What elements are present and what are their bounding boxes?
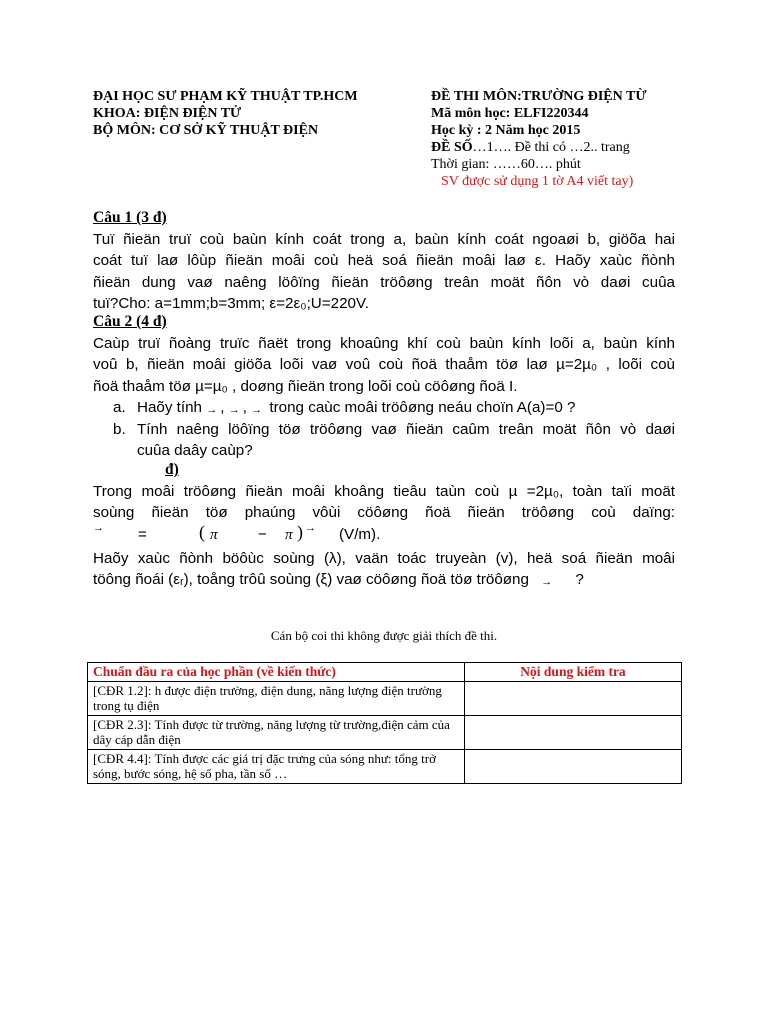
exam-time: Thời gian: ……60…. phút [431, 157, 581, 172]
question-2 [93, 311, 675, 462]
question-2-line: voû b, ñieän moâi giöõa loõi vaø voû coù ñoä thaåm töø laø µ=2µ₀ , loõi coù [93, 356, 675, 373]
question-1-line: tuï?Cho: a=1mm;b=3mm; ε=2ε₀;U=220V. [93, 295, 369, 312]
question-3-line: Haõy xaùc ñònh böôùc soùng (λ), vaän toác truyeàn (v), heä soá ñieän moâi [93, 549, 675, 567]
learning-outcomes-table [87, 662, 682, 784]
university-name: ĐẠI HỌC SƯ PHẠM KỸ THUẬT TP.HCM [93, 89, 358, 104]
formula-paren-open: ( [199, 521, 205, 542]
exam-title: ĐỀ THI MÔN:TRƯỜNG ĐIỆN TỪ [431, 89, 647, 104]
item-a-label: a. [113, 399, 126, 416]
exam-header [431, 88, 761, 190]
question-3-line-last [93, 569, 675, 591]
item-b-line: cuûa daây caùp? [137, 442, 253, 459]
faculty-name: KHOA: ĐIỆN ĐIỆN TỬ [93, 106, 242, 121]
formula-pi: π [285, 525, 293, 543]
table-row [88, 681, 682, 715]
question-1-title: Câu 1 (3 đ) [93, 209, 167, 226]
table-cell: [CĐR 1.2]: h được điện trường, điện dung, năng lượng điện trường trong tụ điện [88, 681, 465, 715]
question-1-line: coát tuï laø lôùp ñieän moâi coù heä soá ñieän moâi laø ε. Haõy xaùc ñònh [93, 252, 675, 269]
question-1-line: ñieän dung vaø naêng löôïng ñieän tröôøng treân moät ñôn vò daøi cuûa [93, 273, 675, 291]
table-row [88, 749, 682, 783]
exam-number [431, 139, 761, 156]
table-cell: [CĐR 2.3]: Tính được từ trường, năng lượng từ trường,điện cảm của dây cáp dẫn điện [88, 715, 465, 749]
question-3 [93, 459, 675, 591]
item-b-label: b. [113, 420, 126, 438]
question-2-title: Câu 2 (4 đ) [93, 313, 167, 330]
item-b-line: Tính naêng löôïng töø tröôøng vaø ñieän caûm treân moät ñôn vò daøi [137, 420, 675, 438]
question-3-line: soùng ñieän töø phaúng vôùi cöôøng ñoä ñieän tröôøng coù daïng: [93, 504, 675, 521]
formula-pi: π [210, 525, 218, 543]
table-cell [465, 681, 682, 715]
item-a-end: trong caùc moâi tröôøng neáu choïn A(a)=0 ? [269, 399, 576, 416]
exam-allowed-note: SV được sử dụng 1 tờ A4 viết tay) [441, 174, 634, 189]
exam-number-label: ĐỀ SỐ [431, 140, 473, 155]
question-1 [93, 207, 675, 315]
table-cell [465, 715, 682, 749]
question-3-last-end: ? [575, 571, 584, 588]
question-3-line: Trong moâi tröôøng ñieän moâi khoâng tieâu taùn coù µ =2µ₀, toàn taïi moät [93, 482, 675, 500]
table-header-row [88, 663, 682, 682]
exam-number-detail: …1…. Đề thi có …2.. trang [472, 140, 630, 155]
question-2-line: Caùp truï ñoàng truïc ñaët trong khoaûng khí coù baùn kính loõi a, baùn kính [93, 334, 675, 352]
question-3-title: đ) [165, 461, 179, 478]
university-header [93, 88, 413, 139]
question-3-last-start: töông ñoái (εᵣ), toång trôû soùng (ξ) vaø cöôøng ñoä töø tröôøng [93, 571, 529, 588]
question-2-item-a: a. Haõy tính , , trong caùc moâi tröôøng neáu choïn A(a)=0 ? [117, 397, 675, 419]
table-cell: [CĐR 4.4]: Tính được các giá trị đặc trưng của sóng như: tổng trở sóng, bước sóng, hệ số pha, tần số … [88, 749, 465, 783]
formula-unit: (V/m). [339, 525, 381, 543]
item-a-start: Haõy tính [137, 399, 203, 416]
department-name: BỘ MÔN: CƠ SỞ KỸ THUẬT ĐIỆN [93, 123, 319, 138]
formula-equals: = [138, 525, 147, 543]
question-2-line: ñoä thaåm töø µ=µ₀ , doøng ñieän trong loõi coù cöôøng ñoä I. [93, 377, 518, 395]
question-2-item-b [113, 419, 675, 462]
table-cell [465, 749, 682, 783]
proctor-note: Cán bộ coi thi không được giải thích đề thi. [270, 628, 498, 643]
formula-paren-close: ) [297, 521, 303, 542]
table-header-content: Nội dung kiểm tra [465, 663, 682, 682]
subject-code: Mã môn học: ELFI220344 [431, 106, 589, 121]
formula-minus: − [258, 525, 267, 543]
table-row [88, 715, 682, 749]
table-header-outcome: Chuẩn đầu ra của học phần (về kiến thức) [88, 663, 465, 682]
question-1-line: Tuï ñieän truï coù baùn kính coát trong a, baùn kính coát ngoaøi b, giöõa hai [93, 230, 675, 248]
field-formula [93, 521, 675, 548]
semester: Học kỳ : 2 Năm học 2015 [431, 123, 581, 138]
